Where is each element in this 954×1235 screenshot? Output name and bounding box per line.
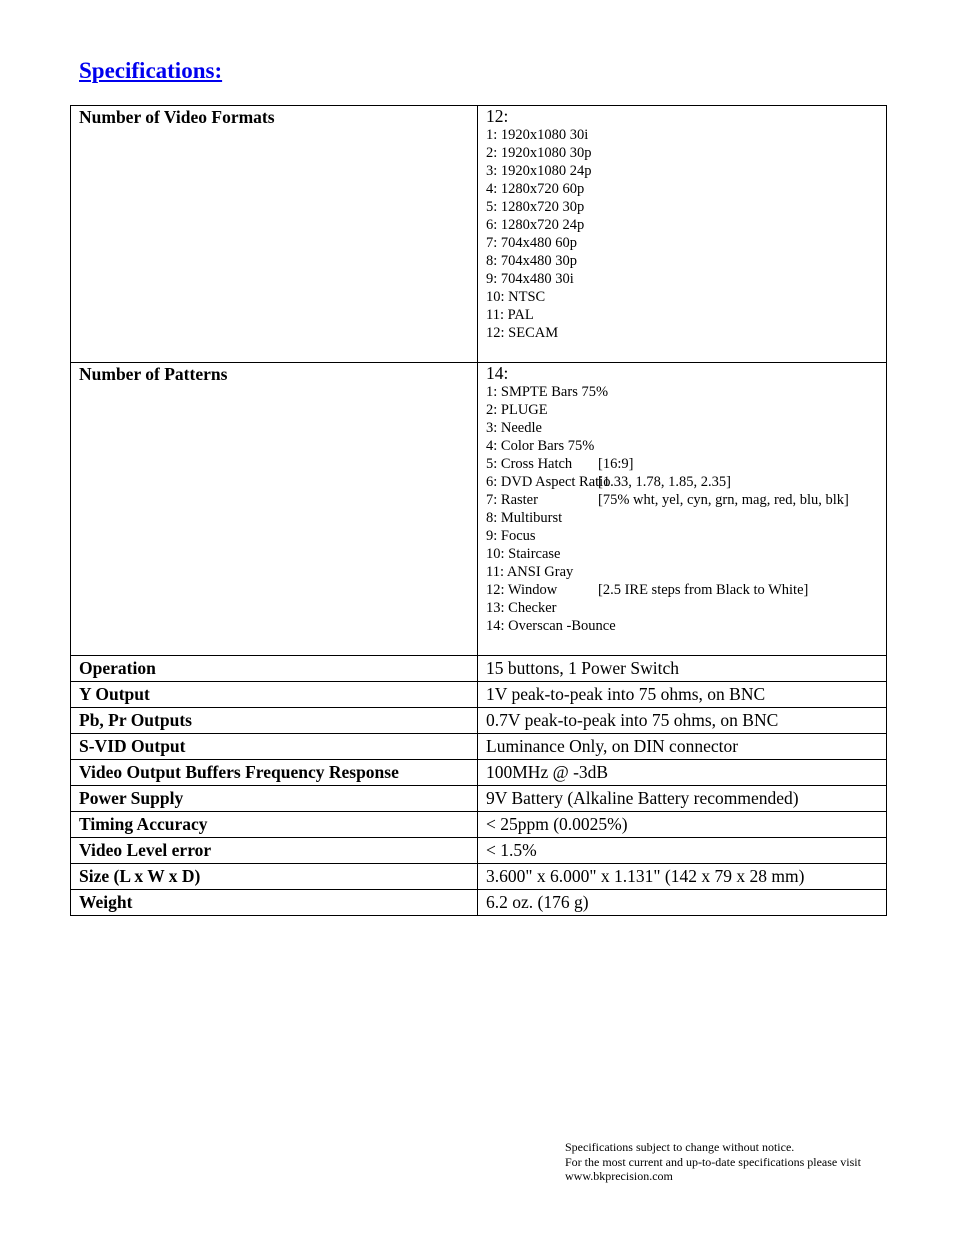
spec-label: Size (L x W x D)	[71, 864, 478, 890]
spec-value: < 1.5%	[478, 838, 887, 864]
format-item: 5: 1280x720 30p	[486, 199, 585, 215]
format-item: 9: 704x480 30i	[486, 271, 574, 287]
page-title: Specifications:	[79, 58, 223, 83]
spec-label: Timing Accuracy	[71, 812, 478, 838]
spec-label: Operation	[71, 656, 478, 682]
spec-value: 9V Battery (Alkaline Battery recommended)	[478, 786, 887, 812]
format-item: 6: 1280x720 24p	[486, 217, 585, 233]
table-row	[71, 812, 887, 838]
pattern-name: 1: SMPTE Bars 75%	[486, 384, 609, 400]
format-item: 4: 1280x720 60p	[486, 181, 585, 197]
pattern-item	[486, 383, 878, 401]
pattern-item	[486, 581, 878, 599]
spec-value: 100MHz @ -3dB	[478, 760, 887, 786]
spec-label: Pb, Pr Outputs	[71, 708, 478, 734]
spec-label: Weight	[71, 890, 478, 916]
spec-value: 0.7V peak-to-peak into 75 ohms, on BNC	[478, 708, 887, 734]
format-item: 12: SECAM	[486, 325, 559, 341]
spec-label: Number of Video Formats	[71, 106, 478, 363]
spec-value: 3.600" x 6.000" x 1.131" (142 x 79 x 28 mm)	[478, 864, 887, 890]
pattern-detail: [16:9]	[598, 456, 634, 472]
spec-label: Video Output Buffers Frequency Response	[71, 760, 478, 786]
footer-link[interactable]: www.bkprecision.com	[565, 1169, 673, 1183]
table-row	[71, 734, 887, 760]
spec-value: < 25ppm (0.0025%)	[478, 812, 887, 838]
pattern-name: 5: Cross Hatch	[486, 456, 573, 472]
pattern-name: 3: Needle	[486, 420, 542, 436]
patterns-count: 14:	[486, 363, 509, 383]
spec-value: Luminance Only, on DIN connector	[478, 734, 887, 760]
formats-list	[486, 126, 878, 342]
format-item: 11: PAL	[486, 307, 534, 323]
pattern-name: 9: Focus	[486, 528, 536, 544]
pattern-name: 10: Staircase	[486, 546, 561, 562]
table-row	[71, 106, 887, 363]
spec-value: 15 buttons, 1 Power Switch	[478, 656, 887, 682]
table-row	[71, 656, 887, 682]
spec-value: 1V peak-to-peak into 75 ohms, on BNC	[478, 682, 887, 708]
table-row	[71, 760, 887, 786]
pattern-detail: [2.5 IRE steps from Black to White]	[598, 582, 809, 598]
pattern-item	[486, 491, 878, 509]
pattern-name: 8: Multiburst	[486, 510, 563, 526]
format-item: 7: 704x480 60p	[486, 235, 578, 251]
patterns-list	[486, 383, 878, 635]
table-row	[71, 838, 887, 864]
spec-label: Video Level error	[71, 838, 478, 864]
table-row	[71, 708, 887, 734]
pattern-item	[486, 509, 878, 527]
pattern-item	[486, 455, 878, 473]
pattern-item	[486, 545, 878, 563]
pattern-item	[486, 617, 878, 635]
pattern-item	[486, 437, 878, 455]
format-item: 10: NTSC	[486, 289, 546, 305]
footer-line: For the most current and up-to-date specifications please visit	[565, 1154, 861, 1169]
pattern-name: 11: ANSI Gray	[486, 564, 574, 580]
spec-label: Y Output	[71, 682, 478, 708]
pattern-item	[486, 419, 878, 437]
formats-count: 12:	[486, 106, 509, 126]
format-item: 3: 1920x1080 24p	[486, 163, 592, 179]
format-item: 2: 1920x1080 30p	[486, 145, 592, 161]
pattern-name: 14: Overscan -Bounce	[486, 618, 616, 634]
spec-label: S-VID Output	[71, 734, 478, 760]
pattern-name: 7: Raster	[486, 492, 538, 508]
spec-label: Number of Patterns	[71, 363, 478, 656]
spec-label: Power Supply	[71, 786, 478, 812]
pattern-item	[486, 599, 878, 617]
spec-value: 6.2 oz. (176 g)	[478, 890, 887, 916]
format-item: 1: 1920x1080 30i	[486, 127, 589, 143]
table-row	[71, 864, 887, 890]
pattern-name: 4: Color Bars 75%	[486, 438, 595, 454]
pattern-item	[486, 401, 878, 419]
footer-note	[565, 1140, 861, 1184]
pattern-item	[486, 527, 878, 545]
pattern-name: 6: DVD Aspect Ratio	[486, 474, 611, 490]
format-item: 8: 704x480 30p	[486, 253, 578, 269]
table-row	[71, 363, 887, 656]
pattern-item	[486, 473, 878, 491]
table-row	[71, 786, 887, 812]
table-row	[71, 890, 887, 916]
patterns-values	[478, 363, 887, 656]
pattern-detail: [75% wht, yel, cyn, grn, mag, red, blu, blk]	[598, 492, 849, 508]
pattern-name: 13: Checker	[486, 600, 557, 616]
pattern-name: 12: Window	[486, 582, 558, 598]
footer-line: Specifications subject to change without notice.	[565, 1140, 795, 1154]
pattern-detail: [1.33, 1.78, 1.85, 2.35]	[598, 474, 731, 490]
pattern-item	[486, 563, 878, 581]
formats-values	[478, 106, 887, 363]
table-row	[71, 682, 887, 708]
specifications-table	[70, 105, 887, 916]
pattern-name: 2: PLUGE	[486, 402, 548, 418]
